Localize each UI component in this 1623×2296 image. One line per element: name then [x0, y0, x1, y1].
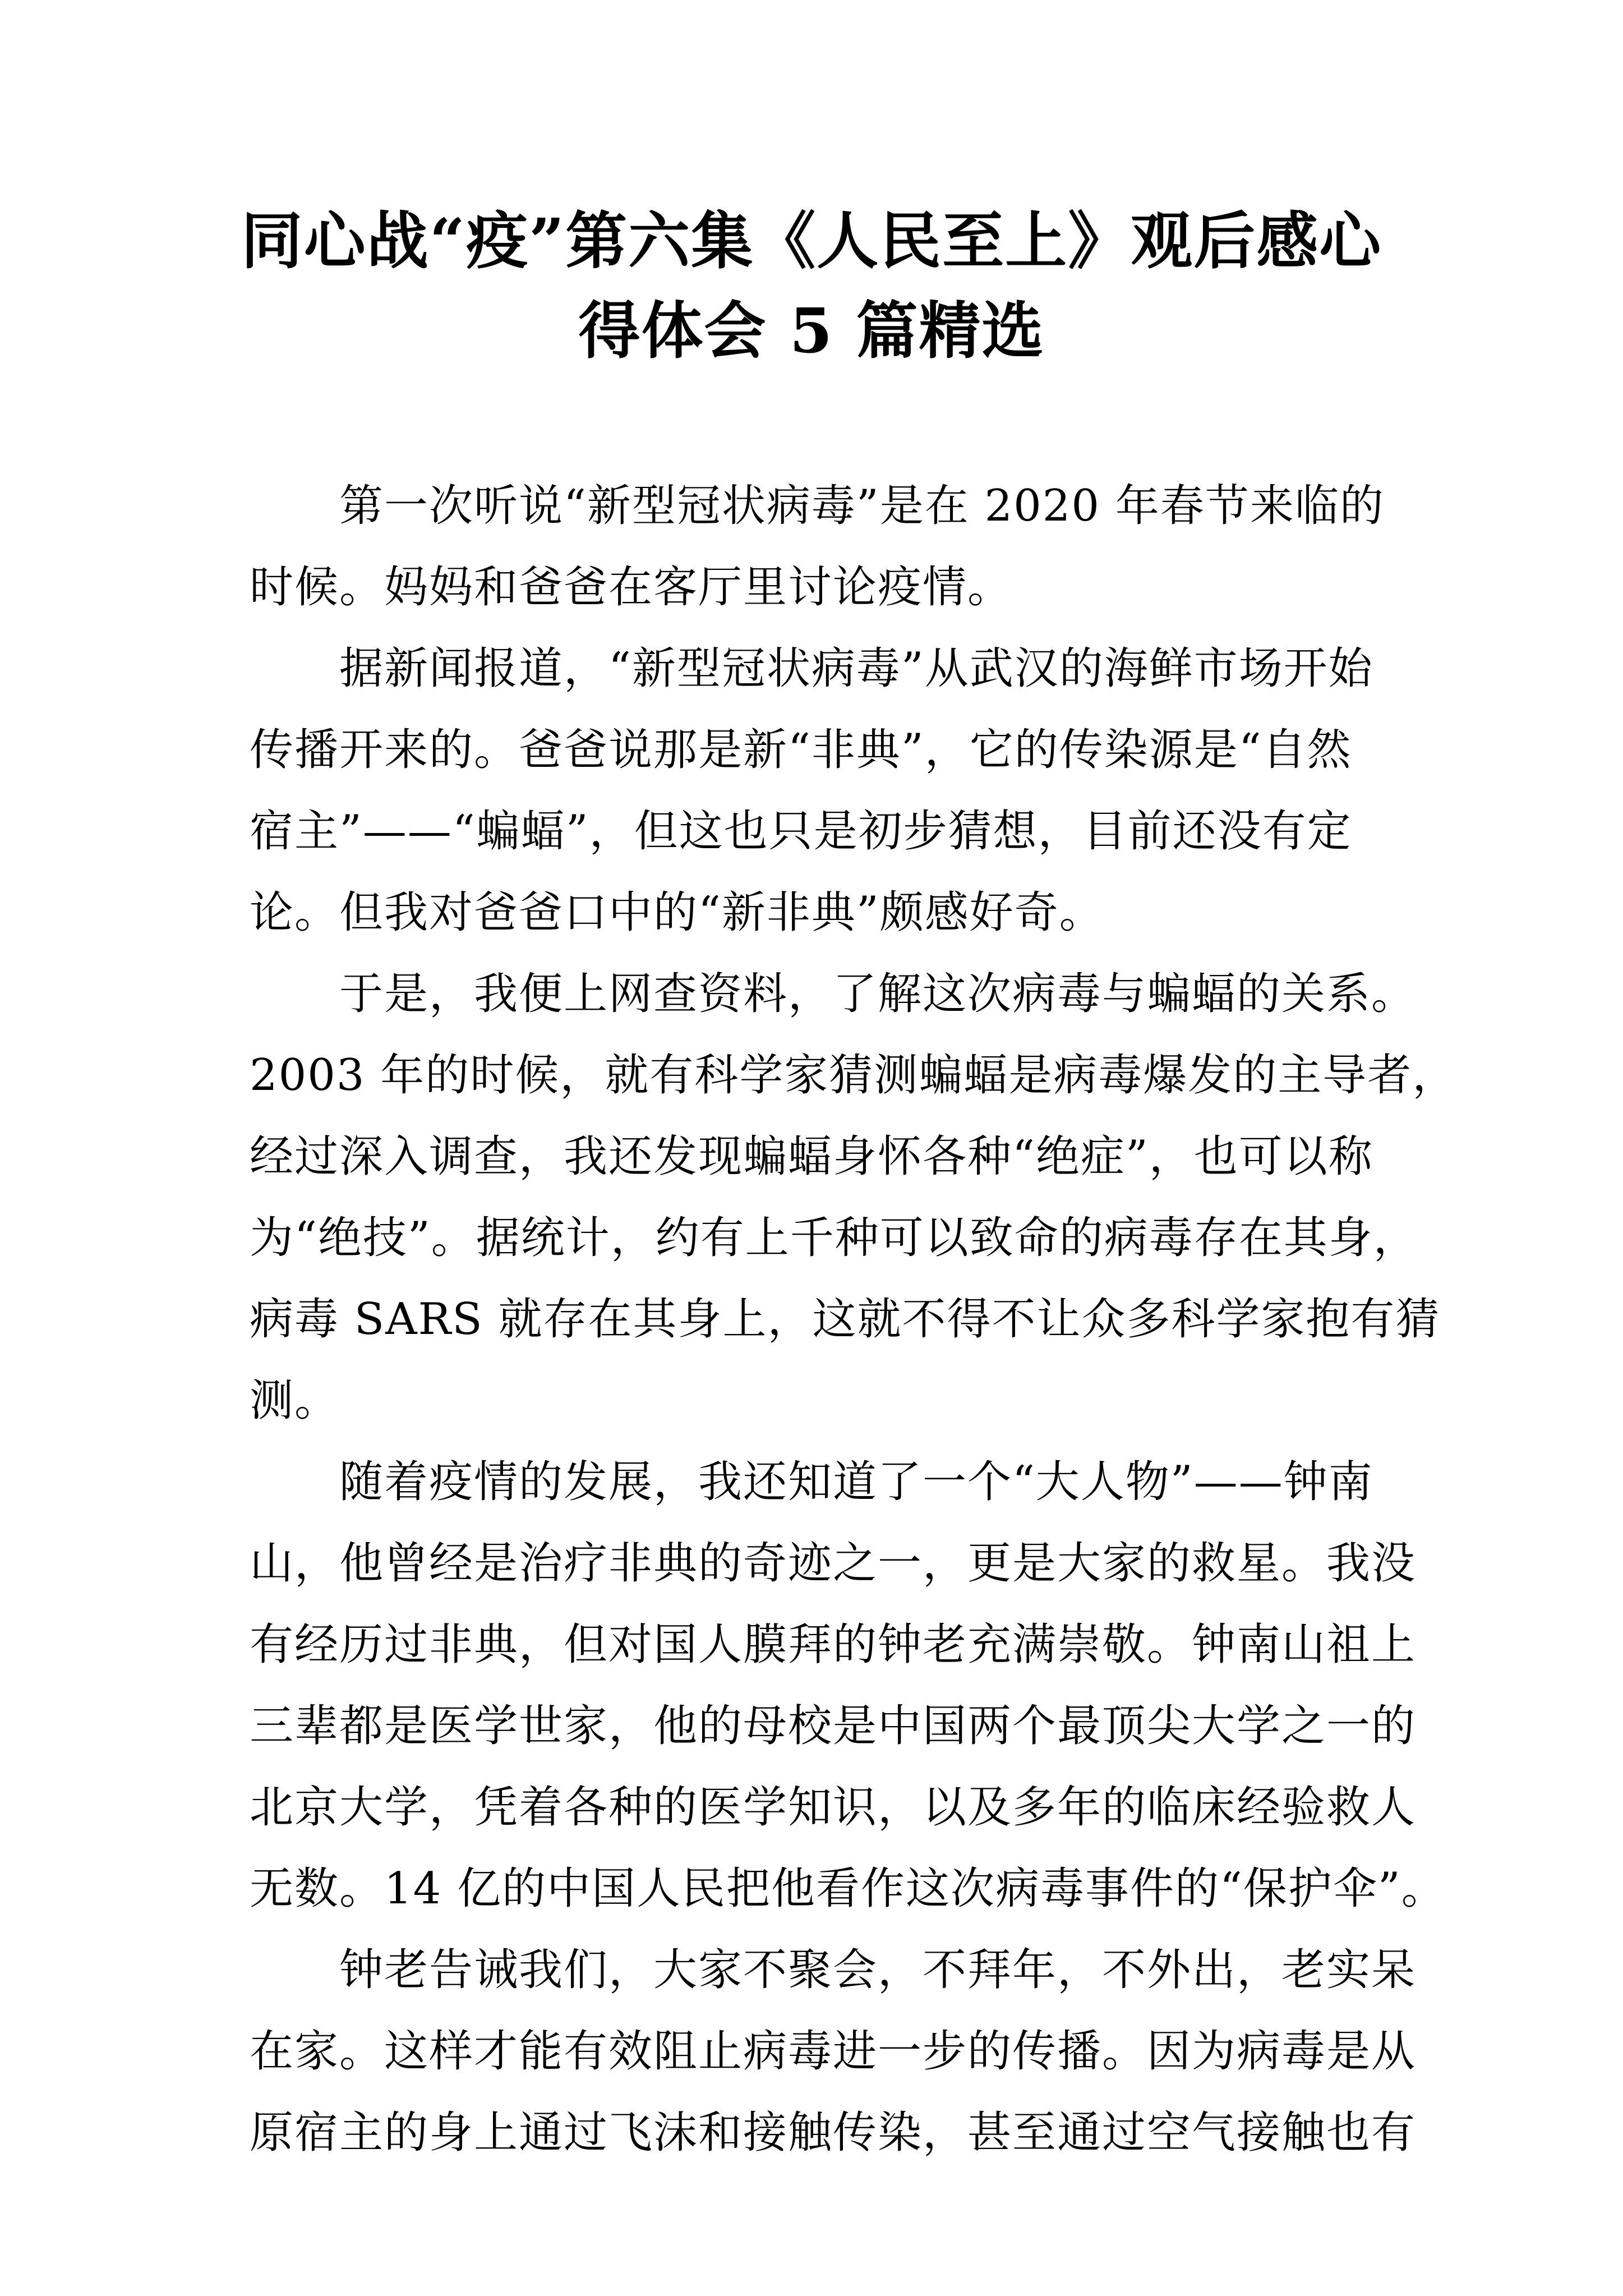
- text-line: 据新闻报道，“新型冠状病毒”从武汉的海鲜市场开始: [339, 643, 1373, 694]
- title-line: 同心战“疫”第六集《人民至上》观后感心: [241, 205, 1382, 277]
- text-line: 原宿主的身上通过飞沫和接触传染，甚至通过空气接触也有: [250, 2108, 1417, 2158]
- text-line: 为“绝技”。据统计，约有上千种可以致命的病毒存在其身，: [250, 1213, 1418, 1263]
- text-line: 有经历过非典，但对国人膜拜的钟老充满崇敬。钟南山祖上: [250, 1619, 1417, 1670]
- text-line: 北京大学，凭着各种的医学知识，以及多年的临床经验救人: [250, 1782, 1417, 1833]
- text-line: 时候。妈妈和爸爸在客厅里讨论疫情。: [250, 562, 1013, 613]
- document-body: [250, 466, 1458, 2174]
- text-line: 论。但我对爸爸口中的“新非典”颇感好奇。: [250, 887, 1104, 938]
- text-line: 在家。这样才能有效阻止病毒进一步的传播。因为病毒是从: [250, 2026, 1417, 2077]
- paragraph-2: [250, 628, 1388, 954]
- paragraph-4: [250, 1442, 1446, 1930]
- text-line: 测。: [250, 1375, 340, 1426]
- text-line: 传播开来的。爸爸说那是新“非典”，它的传染源是“自然: [250, 725, 1352, 775]
- text-line: 第一次听说“新型冠状病毒”是在 2020 年春节来临的: [339, 481, 1385, 531]
- text-line: 经过深入调查，我还发现蝙蝠身怀各种“绝症”，也可以称: [250, 1131, 1373, 1182]
- text-line: 2003 年的时候，就有科学家猜测蝙蝠是病毒爆发的主导者，: [250, 1050, 1458, 1101]
- text-line: 宿主”——“蝙蝠”，但这也只是初步猜想，目前还没有定: [250, 806, 1352, 857]
- title-line: 得体会 5 篇精选: [578, 295, 1045, 367]
- text-line: 于是，我便上网查资料，了解这次病毒与蝙蝠的关系。: [339, 969, 1417, 1019]
- text-line: 无数。14 亿的中国人民把他看作这次病毒事件的“保护伞”。: [250, 1864, 1446, 1914]
- document-title: [168, 196, 1455, 376]
- paragraph-3: [250, 954, 1458, 1442]
- text-line: 钟老告诫我们，大家不聚会，不拜年，不外出，老实呆: [339, 1945, 1417, 1995]
- text-line: 山，他曾经是治疗非典的奇迹之一，更是大家的救星。我没: [250, 1538, 1417, 1589]
- paragraph-1: [250, 466, 1388, 628]
- paragraph-5: [250, 1930, 1417, 2174]
- text-line: 病毒 SARS 就存在其身上，这就不得不让众多科学家抱有猜: [250, 1294, 1441, 1345]
- text-line: 随着疫情的发展，我还知道了一个“大人物”——钟南: [339, 1457, 1373, 1507]
- text-line: 三辈都是医学世家，他的母校是中国两个最顶尖大学之一的: [250, 1701, 1417, 1751]
